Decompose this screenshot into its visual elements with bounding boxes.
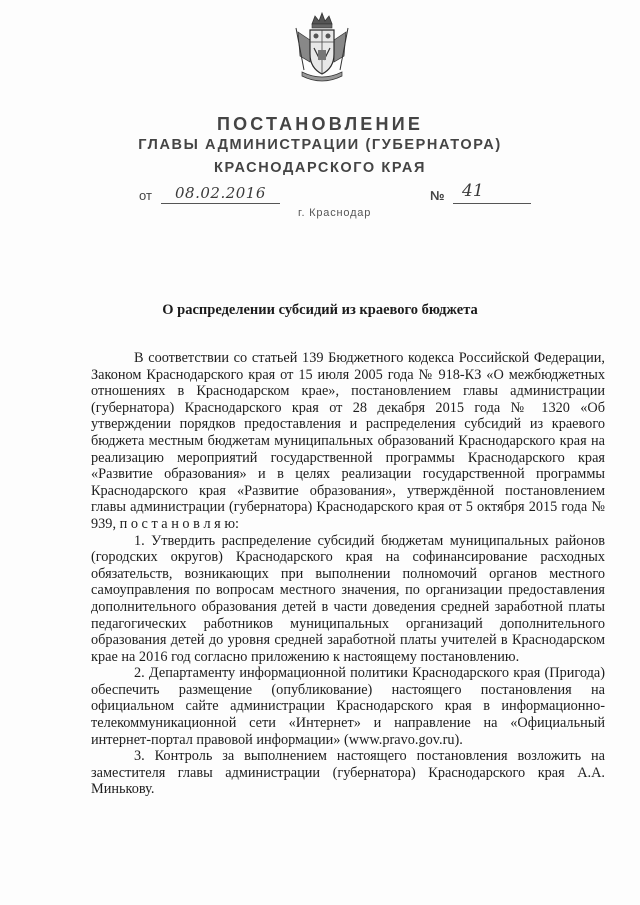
clause-1-paragraph: 1. Утвердить распределение субсидий бюджетам муниципальных районов (городских округов) Краснодарского края на софинансирование расходных обязательств, возникающих при выполнении полномочий органов местного самоуправления по вопросам местного значения, по организации предоставления дополнительного образования детей в части доведения средней заработной платы педагогических работников муниципальных организаций дополнительного образования детей до уровня средней заработной платы учителей в Краснодарском крае на 2016 год согласно приложению к настоящему постановлению. [91,532,605,665]
city-label: г. Краснодар [298,207,372,219]
document-title: О распределении субсидий из краевого бюджета [162,302,478,318]
document-body [91,350,605,798]
clause-2-paragraph: 2. Департаменту информационной политики Краснодарского края (Пригода) обеспечить размещение (опубликование) настоящего постановления на официальном сайте администрации Краснодарского края в информационно-телекоммуникационной сети «Интернет» и направление на «Официальный интернет-портал правовой информации» (www.pravo.gov.ru). [91,665,605,748]
date-underline [161,203,280,204]
number-label: № [430,188,445,203]
document-type-heading: ПОСТАНОВЛЕНИЕ [216,114,424,134]
region-heading: КРАСНОДАРСКОГО КРАЯ [214,160,426,176]
issuer-heading: ГЛАВЫ АДМИНИСТРАЦИИ (ГУБЕРНАТОРА) [138,137,502,153]
preamble-paragraph: В соответствии со статьей 139 Бюджетного кодекса Российской Федерации, Законом Краснодарского края от 15 июля 2005 года № 918-КЗ «О межбюджетных отношениях в Краснодарском крае», постановлением главы администрации (губернатора) Краснодарского края от 28 декабря 2015 года № 1320 «Об утверждении порядков предоставления и распределения субсидий из краевого бюджета местным бюджетам муниципальных образований Краснодарского края на реализацию мероприятий государственной программы Краснодарского края «Развитие образования» и в целях реализации государственной программы Краснодарского края «Развитие образования», утверждённой постановлением главы администрации (губернатора) Краснодарского края от 5 октября 2015 года № 939, п о с т а н о в л я ю: [91,350,605,532]
handwritten-date: 08.02.2016 [175,184,266,202]
clause-3-paragraph: 3. Контроль за выполнением настоящего постановления возложить на заместителя главы администрации (губернатора) Краснодарского края А.А. Минькову. [91,748,605,798]
handwritten-number: 41 [462,181,484,201]
number-underline [453,203,531,204]
coat-of-arms-icon [292,10,352,84]
date-label: от [139,188,152,203]
